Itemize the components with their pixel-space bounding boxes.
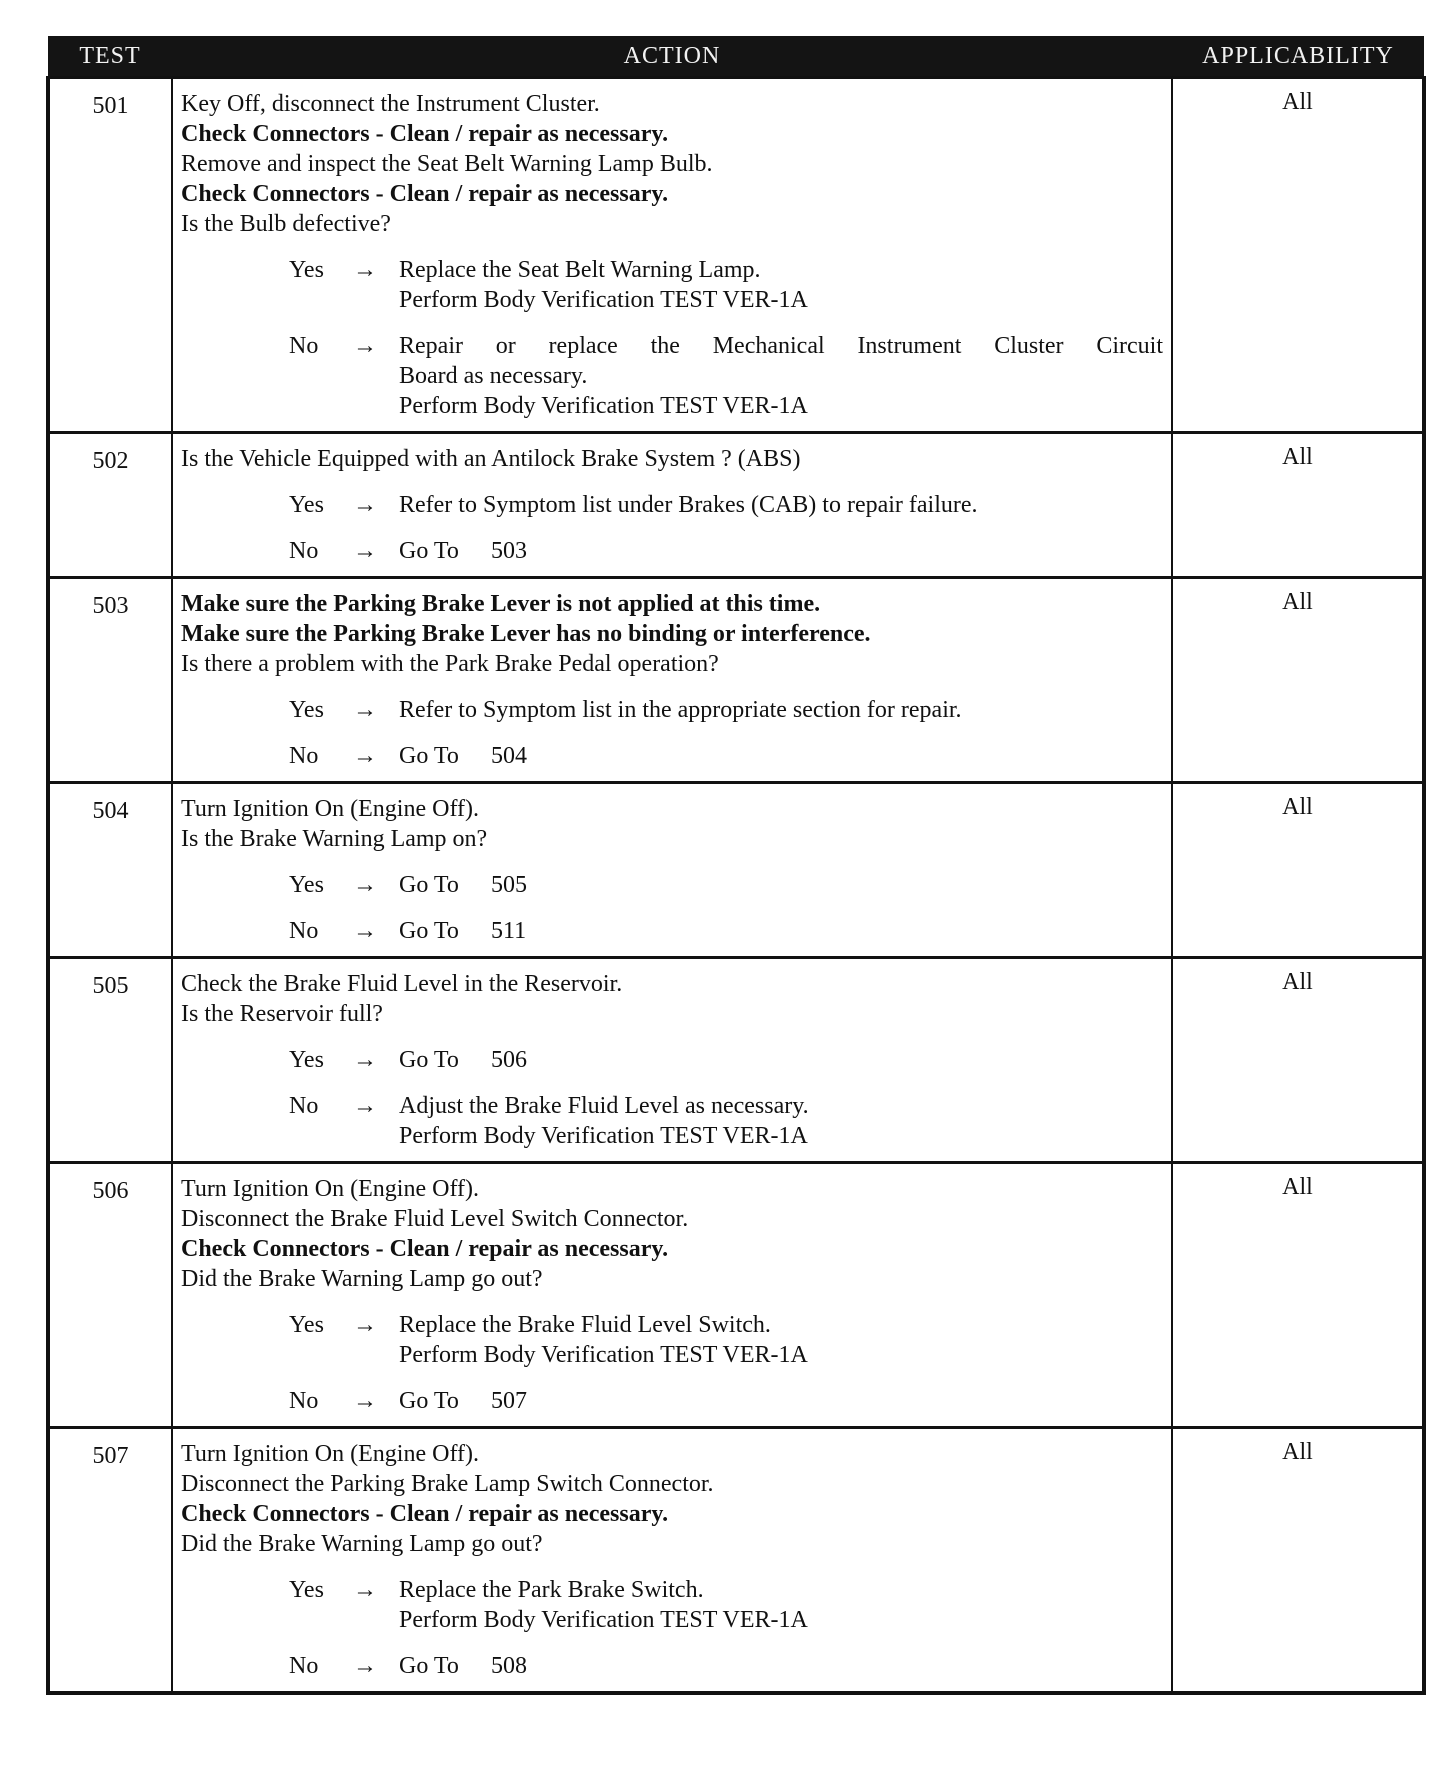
table-body [48, 78, 1424, 1694]
arrow-icon: → [353, 1388, 377, 1414]
arrow-icon: → [353, 257, 377, 283]
goto-line [399, 741, 1163, 771]
action-instruction: Is the Vehicle Equipped with an Antilock Brake System ? (ABS) [181, 446, 801, 472]
action-cell [172, 1428, 1172, 1694]
goto-label: Go To [399, 872, 459, 898]
goto-label: Go To [399, 918, 459, 944]
arrow-icon: → [353, 1047, 377, 1073]
applicability-value: All [1172, 78, 1424, 433]
arrow-icon: → [353, 697, 377, 723]
diagnostic-test-table [46, 36, 1426, 1695]
goto-line [399, 1045, 1163, 1075]
outcome-no [181, 916, 1163, 946]
goto-test-number: 508 [491, 1653, 527, 1679]
goto-line [399, 916, 1163, 946]
header-test: TEST [48, 36, 172, 78]
header-action: ACTION [172, 36, 1172, 78]
result-line: Replace the Brake Fluid Level Switch. [399, 1312, 771, 1338]
action-instruction: Disconnect the Parking Brake Lamp Switch Connector. [181, 1471, 714, 1497]
table-row [48, 78, 1424, 433]
test-number: 502 [48, 433, 172, 578]
outcome-yes [181, 870, 1163, 900]
result-line: Refer to Symptom list in the appropriate section for repair. [399, 697, 962, 723]
action-cell [172, 958, 1172, 1163]
action-instruction: Is the Bulb defective? [181, 211, 391, 237]
test-number: 503 [48, 578, 172, 783]
outcome-answer: No [289, 333, 319, 359]
goto-line [399, 1386, 1163, 1416]
goto-label: Go To [399, 538, 459, 564]
applicability-value: All [1172, 958, 1424, 1163]
table-row [48, 1163, 1424, 1428]
action-instruction: Remove and inspect the Seat Belt Warning Lamp Bulb. [181, 151, 713, 177]
applicability-value: All [1172, 433, 1424, 578]
table-row [48, 958, 1424, 1163]
goto-label: Go To [399, 1653, 459, 1679]
action-cell [172, 578, 1172, 783]
arrow-icon: → [353, 538, 377, 564]
outcome-no [181, 1386, 1163, 1416]
action-instruction-bold: Make sure the Parking Brake Lever is not applied at this time. [181, 591, 821, 617]
applicability-value: All [1172, 578, 1424, 783]
test-number: 505 [48, 958, 172, 1163]
outcome-result [399, 1310, 1163, 1370]
outcome-result [399, 741, 1163, 771]
outcome-result [399, 1045, 1163, 1075]
goto-test-number: 505 [491, 872, 527, 898]
action-instruction: Is there a problem with the Park Brake Pedal operation? [181, 651, 719, 677]
test-number: 506 [48, 1163, 172, 1428]
action-instruction: Disconnect the Brake Fluid Level Switch Connector. [181, 1206, 689, 1232]
outcome-yes [181, 255, 1163, 315]
header-applicability: APPLICABILITY [1172, 36, 1424, 78]
goto-test-number: 503 [491, 538, 527, 564]
test-number: 504 [48, 783, 172, 958]
table-row [48, 783, 1424, 958]
result-line: Perform Body Verification TEST VER-1A [399, 287, 808, 313]
goto-test-number: 504 [491, 743, 527, 769]
table-header [48, 36, 1424, 78]
applicability-value: All [1172, 1428, 1424, 1694]
arrow-icon: → [353, 1653, 377, 1679]
result-line: Perform Body Verification TEST VER-1A [399, 1342, 808, 1368]
table-row [48, 1428, 1424, 1694]
outcome-yes [181, 1575, 1163, 1635]
test-number: 507 [48, 1428, 172, 1694]
result-line: Perform Body Verification TEST VER-1A [399, 1607, 808, 1633]
arrow-icon: → [353, 1312, 377, 1338]
outcome-yes [181, 695, 1163, 725]
arrow-icon: → [353, 333, 377, 359]
outcome-yes [181, 1310, 1163, 1370]
goto-label: Go To [399, 743, 459, 769]
action-instruction-bold: Check Connectors - Clean / repair as necessary. [181, 181, 669, 207]
action-instruction: Did the Brake Warning Lamp go out? [181, 1266, 543, 1292]
result-line: Adjust the Brake Fluid Level as necessary. [399, 1093, 809, 1119]
outcome-no [181, 331, 1163, 421]
outcome-result [399, 536, 1163, 566]
outcome-answer: No [289, 918, 319, 944]
outcome-result [399, 695, 1163, 725]
goto-line [399, 1651, 1163, 1681]
applicability-value: All [1172, 1163, 1424, 1428]
result-line: Board as necessary. [399, 363, 588, 389]
outcome-result [399, 490, 1163, 520]
table-row [48, 433, 1424, 578]
result-line: Replace the Seat Belt Warning Lamp. [399, 257, 761, 283]
result-line: Perform Body Verification TEST VER-1A [399, 1123, 808, 1149]
outcome-result [399, 916, 1163, 946]
result-line: Replace the Park Brake Switch. [399, 1577, 704, 1603]
outcome-answer: No [289, 1388, 319, 1414]
action-instruction-bold: Check Connectors - Clean / repair as necessary. [181, 1236, 669, 1262]
outcome-answer: Yes [289, 257, 324, 283]
goto-test-number: 511 [491, 918, 527, 944]
goto-test-number: 507 [491, 1388, 527, 1414]
arrow-icon: → [353, 918, 377, 944]
outcome-result [399, 255, 1163, 315]
action-instruction-bold: Check Connectors - Clean / repair as necessary. [181, 1501, 669, 1527]
action-cell [172, 783, 1172, 958]
goto-label: Go To [399, 1047, 459, 1073]
action-instruction: Check the Brake Fluid Level in the Reservoir. [181, 971, 623, 997]
action-instruction-bold: Check Connectors - Clean / repair as necessary. [181, 121, 669, 147]
action-instruction: Is the Reservoir full? [181, 1001, 383, 1027]
outcome-answer: Yes [289, 697, 324, 723]
arrow-icon: → [353, 492, 377, 518]
action-instruction: Turn Ignition On (Engine Off). [181, 796, 479, 822]
result-line: Repair or replace the Mechanical Instrument Cluster Circuit [399, 333, 1163, 359]
outcome-answer: Yes [289, 1577, 324, 1603]
outcome-result [399, 1386, 1163, 1416]
action-instruction: Did the Brake Warning Lamp go out? [181, 1531, 543, 1557]
outcome-no [181, 741, 1163, 771]
action-cell [172, 1163, 1172, 1428]
outcome-no [181, 1091, 1163, 1151]
arrow-icon: → [353, 743, 377, 769]
outcome-answer: No [289, 1653, 319, 1679]
outcome-answer: Yes [289, 1312, 324, 1338]
action-instruction: Turn Ignition On (Engine Off). [181, 1441, 479, 1467]
diagnostic-test-table-page [46, 36, 1422, 1695]
outcome-answer: No [289, 538, 319, 564]
outcome-yes [181, 1045, 1163, 1075]
goto-line [399, 536, 1163, 566]
action-instruction-bold: Make sure the Parking Brake Lever has no binding or interference. [181, 621, 871, 647]
goto-test-number: 506 [491, 1047, 527, 1073]
goto-label: Go To [399, 1388, 459, 1414]
action-instruction: Turn Ignition On (Engine Off). [181, 1176, 479, 1202]
outcome-result [399, 870, 1163, 900]
action-cell [172, 433, 1172, 578]
outcome-result [399, 1091, 1163, 1151]
table-row [48, 578, 1424, 783]
action-cell [172, 78, 1172, 433]
result-line: Refer to Symptom list under Brakes (CAB) to repair failure. [399, 492, 978, 518]
outcome-answer: Yes [289, 872, 324, 898]
result-line: Perform Body Verification TEST VER-1A [399, 393, 808, 419]
outcome-yes [181, 490, 1163, 520]
arrow-icon: → [353, 872, 377, 898]
outcome-answer: Yes [289, 492, 324, 518]
test-number: 501 [48, 78, 172, 433]
outcome-result [399, 331, 1163, 421]
arrow-icon: → [353, 1093, 377, 1119]
outcome-answer: Yes [289, 1047, 324, 1073]
applicability-value: All [1172, 783, 1424, 958]
outcome-no [181, 536, 1163, 566]
outcome-result [399, 1651, 1163, 1681]
outcome-result [399, 1575, 1163, 1635]
action-instruction: Is the Brake Warning Lamp on? [181, 826, 488, 852]
goto-line [399, 870, 1163, 900]
action-instruction: Key Off, disconnect the Instrument Cluster. [181, 91, 600, 117]
outcome-answer: No [289, 743, 319, 769]
outcome-no [181, 1651, 1163, 1681]
arrow-icon: → [353, 1577, 377, 1603]
outcome-answer: No [289, 1093, 319, 1119]
